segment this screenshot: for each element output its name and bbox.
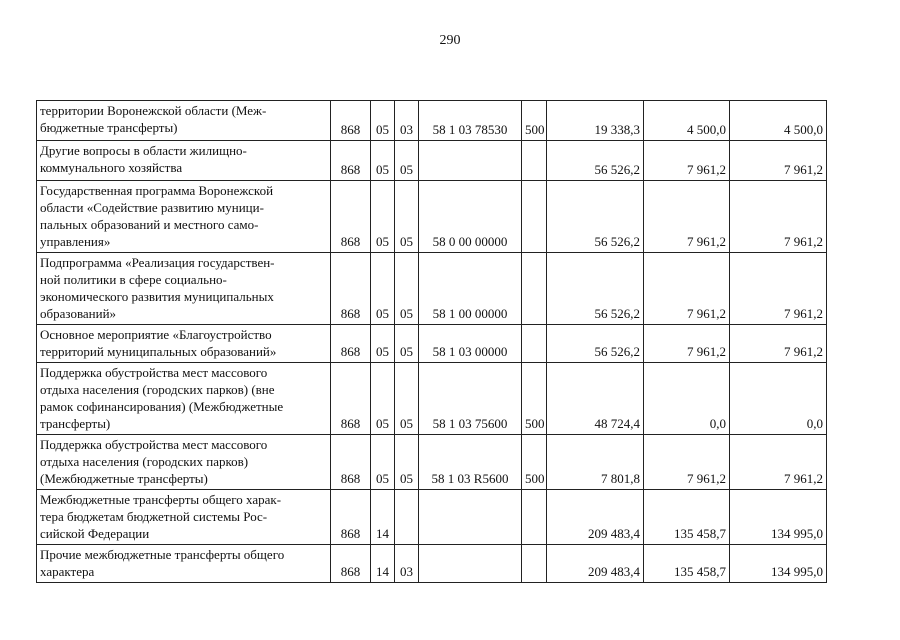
item-name-line: территории Воронежской области (Меж- [40, 103, 267, 118]
amount-year3-cell: 4 500,0 [730, 101, 827, 141]
item-name-line: отдыха населения (городских парков) [40, 454, 249, 469]
amount-year1-cell: 209 483,4 [547, 545, 644, 583]
amount-year1-cell: 7 801,8 [547, 435, 644, 490]
admin-code-cell: 868 [331, 253, 371, 325]
expense-kind-cell [522, 181, 547, 253]
item-name-line: рамок софинансирования) (Межбюджетные [40, 399, 284, 414]
page-number: 290 [439, 33, 461, 48]
table-row [37, 101, 827, 141]
item-name-line: территорий муниципальных образований» [40, 344, 277, 359]
expense-kind-cell [522, 141, 547, 181]
section-code-cell: 14 [371, 545, 395, 583]
item-name-line: отдыха населения (городских парков) (вне [40, 382, 275, 397]
amount-year3-cell: 7 961,2 [730, 141, 827, 181]
table-row [37, 545, 827, 583]
item-name-cell [37, 545, 331, 583]
item-name-line: пальных образований и местного само- [40, 217, 259, 232]
admin-code-cell: 868 [331, 141, 371, 181]
admin-code-cell: 868 [331, 325, 371, 363]
item-name-cell [37, 253, 331, 325]
amount-year1-cell: 56 526,2 [547, 181, 644, 253]
expense-kind-cell: 500 [522, 101, 547, 141]
item-name-line: Государственная программа Воронежской [40, 183, 274, 198]
amount-year1-cell: 56 526,2 [547, 325, 644, 363]
item-name-cell [37, 181, 331, 253]
section-code-cell: 05 [371, 435, 395, 490]
admin-code-cell: 868 [331, 490, 371, 545]
target-article-cell [419, 545, 522, 583]
expense-kind-cell [522, 490, 547, 545]
amount-year1-cell: 48 724,4 [547, 363, 644, 435]
item-name-line: трансферты) [40, 416, 111, 431]
subsection-code-cell: 05 [395, 325, 419, 363]
target-article-cell [419, 141, 522, 181]
table-row [37, 253, 827, 325]
amount-year2-cell: 135 458,7 [644, 490, 730, 545]
amount-year3-cell: 7 961,2 [730, 181, 827, 253]
amount-year2-cell: 7 961,2 [644, 141, 730, 181]
item-name-line: сийской Федерации [40, 526, 150, 541]
amount-year2-cell: 7 961,2 [644, 435, 730, 490]
table-row [37, 363, 827, 435]
subsection-code-cell: 05 [395, 141, 419, 181]
item-name-line: Другие вопросы в области жилищно- [40, 143, 247, 158]
expense-kind-cell [522, 253, 547, 325]
section-code-cell: 05 [371, 253, 395, 325]
admin-code-cell: 868 [331, 363, 371, 435]
section-code-cell: 14 [371, 490, 395, 545]
expense-kind-cell: 500 [522, 363, 547, 435]
amount-year2-cell: 0,0 [644, 363, 730, 435]
item-name-line: образований» [40, 306, 117, 321]
amount-year1-cell: 56 526,2 [547, 253, 644, 325]
item-name-line: управления» [40, 234, 111, 249]
target-article-cell: 58 1 00 00000 [419, 253, 522, 325]
target-article-cell [419, 490, 522, 545]
admin-code-cell: 868 [331, 101, 371, 141]
section-code-cell: 05 [371, 363, 395, 435]
subsection-code-cell: 05 [395, 253, 419, 325]
table-row [37, 490, 827, 545]
amount-year2-cell: 4 500,0 [644, 101, 730, 141]
item-name-line: Подпрограмма «Реализация государствен- [40, 255, 275, 270]
item-name-cell [37, 141, 331, 181]
target-article-cell: 58 1 03 00000 [419, 325, 522, 363]
expense-kind-cell [522, 325, 547, 363]
item-name-line: тера бюджетам бюджетной системы Рос- [40, 509, 268, 524]
item-name-line: бюджетные трансферты) [40, 120, 178, 135]
table-row [37, 435, 827, 490]
subsection-code-cell: 05 [395, 363, 419, 435]
item-name-line: ной политики в сфере социально- [40, 272, 227, 287]
item-name-cell [37, 490, 331, 545]
target-article-cell: 58 1 03 78530 [419, 101, 522, 141]
subsection-code-cell: 03 [395, 545, 419, 583]
amount-year1-cell: 209 483,4 [547, 490, 644, 545]
admin-code-cell: 868 [331, 435, 371, 490]
admin-code-cell: 868 [331, 181, 371, 253]
target-article-cell: 58 1 03 R5600 [419, 435, 522, 490]
item-name-cell [37, 363, 331, 435]
amount-year1-cell: 19 338,3 [547, 101, 644, 141]
amount-year3-cell: 0,0 [730, 363, 827, 435]
table-body [37, 101, 827, 583]
amount-year2-cell: 135 458,7 [644, 545, 730, 583]
amount-year2-cell: 7 961,2 [644, 253, 730, 325]
item-name-line: (Межбюджетные трансферты) [40, 471, 208, 486]
item-name-cell [37, 435, 331, 490]
target-article-cell: 58 0 00 00000 [419, 181, 522, 253]
target-article-cell: 58 1 03 75600 [419, 363, 522, 435]
item-name-line: характера [40, 564, 95, 579]
item-name-line: Поддержка обустройства мест массового [40, 437, 268, 452]
amount-year1-cell: 56 526,2 [547, 141, 644, 181]
expense-kind-cell [522, 545, 547, 583]
section-code-cell: 05 [371, 101, 395, 141]
item-name-line: Поддержка обустройства мест массового [40, 365, 268, 380]
section-code-cell: 05 [371, 181, 395, 253]
amount-year3-cell: 7 961,2 [730, 435, 827, 490]
item-name-line: Прочие межбюджетные трансферты общего [40, 547, 285, 562]
admin-code-cell: 868 [331, 545, 371, 583]
budget-table [36, 100, 827, 583]
table-row [37, 325, 827, 363]
section-code-cell: 05 [371, 325, 395, 363]
subsection-code-cell [395, 490, 419, 545]
item-name-cell [37, 101, 331, 141]
amount-year2-cell: 7 961,2 [644, 325, 730, 363]
subsection-code-cell: 03 [395, 101, 419, 141]
amount-year3-cell: 7 961,2 [730, 325, 827, 363]
item-name-line: области «Содействие развитию муници- [40, 200, 264, 215]
amount-year3-cell: 7 961,2 [730, 253, 827, 325]
item-name-line: Межбюджетные трансферты общего харак- [40, 492, 282, 507]
amount-year3-cell: 134 995,0 [730, 490, 827, 545]
amount-year3-cell: 134 995,0 [730, 545, 827, 583]
amount-year2-cell: 7 961,2 [644, 181, 730, 253]
item-name-line: экономического развития муниципальных [40, 289, 274, 304]
table-row [37, 141, 827, 181]
expense-kind-cell: 500 [522, 435, 547, 490]
item-name-line: коммунального хозяйства [40, 160, 183, 175]
table-row [37, 181, 827, 253]
subsection-code-cell: 05 [395, 181, 419, 253]
section-code-cell: 05 [371, 141, 395, 181]
item-name-cell [37, 325, 331, 363]
item-name-line: Основное мероприятие «Благоустройство [40, 327, 272, 342]
subsection-code-cell: 05 [395, 435, 419, 490]
